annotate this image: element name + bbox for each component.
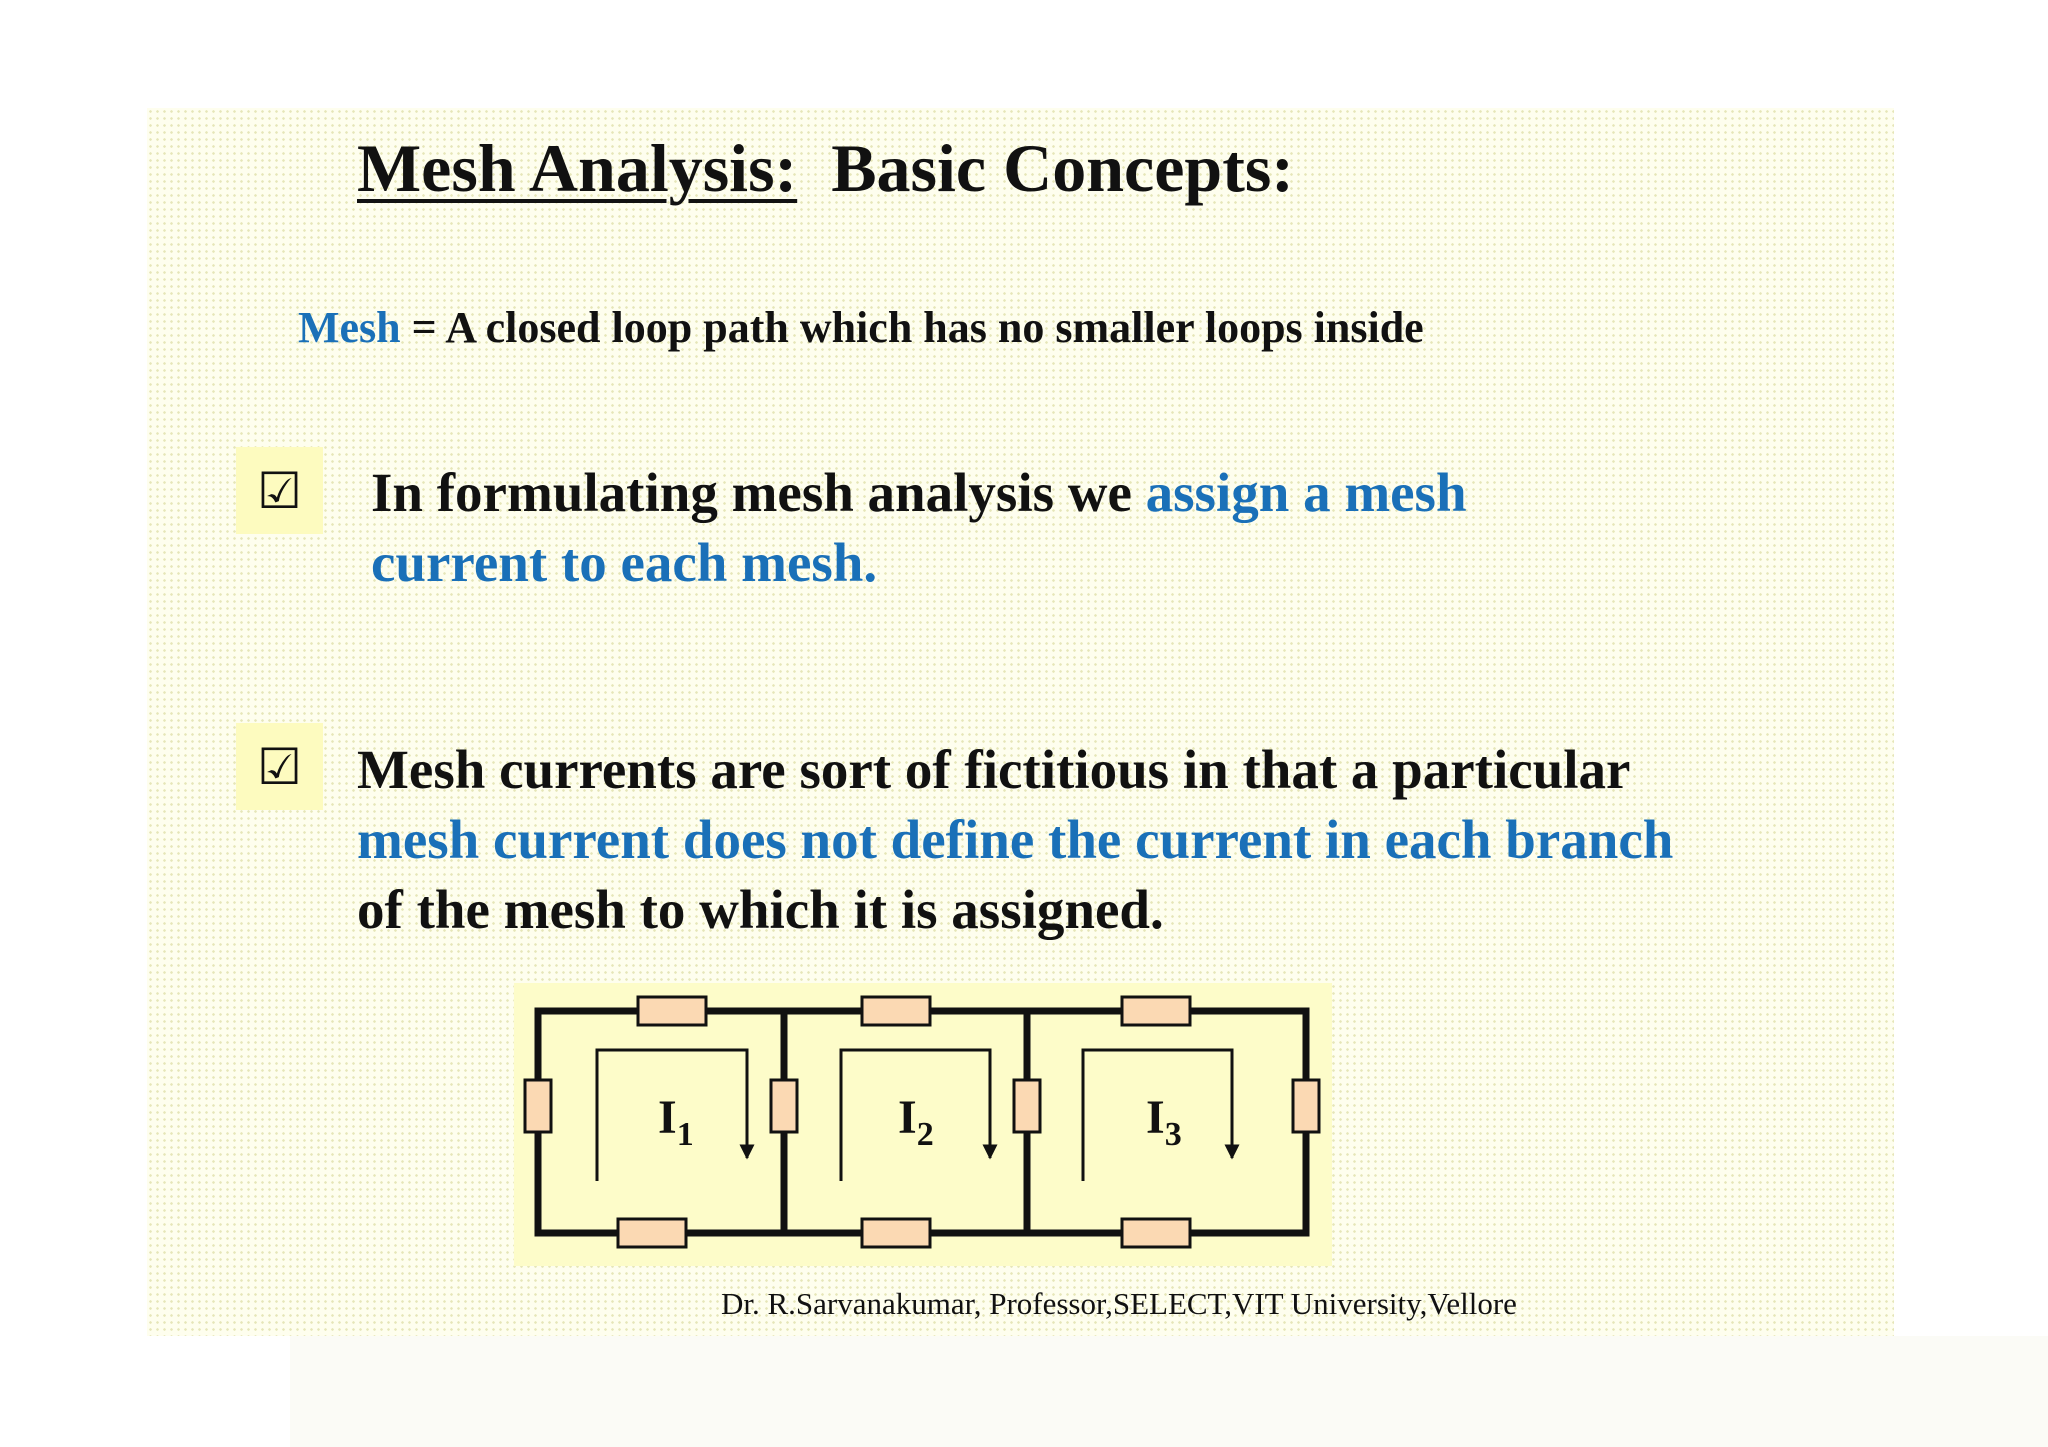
bullet-1	[371, 458, 1467, 598]
bullet-1-line1-blue: assign a mesh	[1145, 462, 1467, 523]
mesh-current-label-1: $I_1$	[658, 1091, 694, 1153]
title-rest: Basic Concepts:	[831, 130, 1294, 206]
mesh-definition	[298, 302, 1424, 355]
definition-text: = A closed loop path which has no smaller loops inside	[400, 303, 1424, 352]
resistor	[862, 1219, 930, 1247]
checkbox-icon: ☑	[236, 447, 323, 534]
bullet-2-line3-black: of the mesh to which it is assigned.	[357, 879, 1164, 940]
circuit-diagram	[514, 983, 1332, 1266]
slide-title	[357, 128, 1294, 210]
bullet-2-line2-blue: mesh current does not define the current in each branch	[357, 809, 1674, 870]
bullet-1-line2-blue: current to each mesh.	[371, 532, 878, 593]
resistor	[1293, 1080, 1319, 1132]
resistor	[1122, 997, 1190, 1025]
resistor	[618, 1219, 686, 1247]
bullet-2-line1-black: Mesh currents are sort of fictitious in that a particular	[357, 739, 1631, 800]
resistor	[638, 997, 706, 1025]
checkbox-icon: ☑	[236, 723, 323, 810]
resistor	[771, 1080, 797, 1132]
title-underlined: Mesh Analysis:	[357, 130, 798, 206]
resistor	[1122, 1219, 1190, 1247]
slide-shadow	[290, 1336, 2048, 1447]
resistor	[525, 1080, 551, 1132]
mesh-current-label-2: $I_2$	[898, 1091, 934, 1153]
definition-term: Mesh	[298, 303, 401, 352]
bullet-1-line1-black: In formulating mesh analysis we	[371, 462, 1146, 523]
footer-credit: Dr. R.Sarvanakumar, Professor,SELECT,VIT University,Vellore	[721, 1286, 1517, 1321]
mesh-current-label-3: $I_3$	[1146, 1091, 1182, 1153]
resistor	[862, 997, 930, 1025]
bullet-2	[357, 735, 1673, 945]
resistor	[1014, 1080, 1040, 1132]
